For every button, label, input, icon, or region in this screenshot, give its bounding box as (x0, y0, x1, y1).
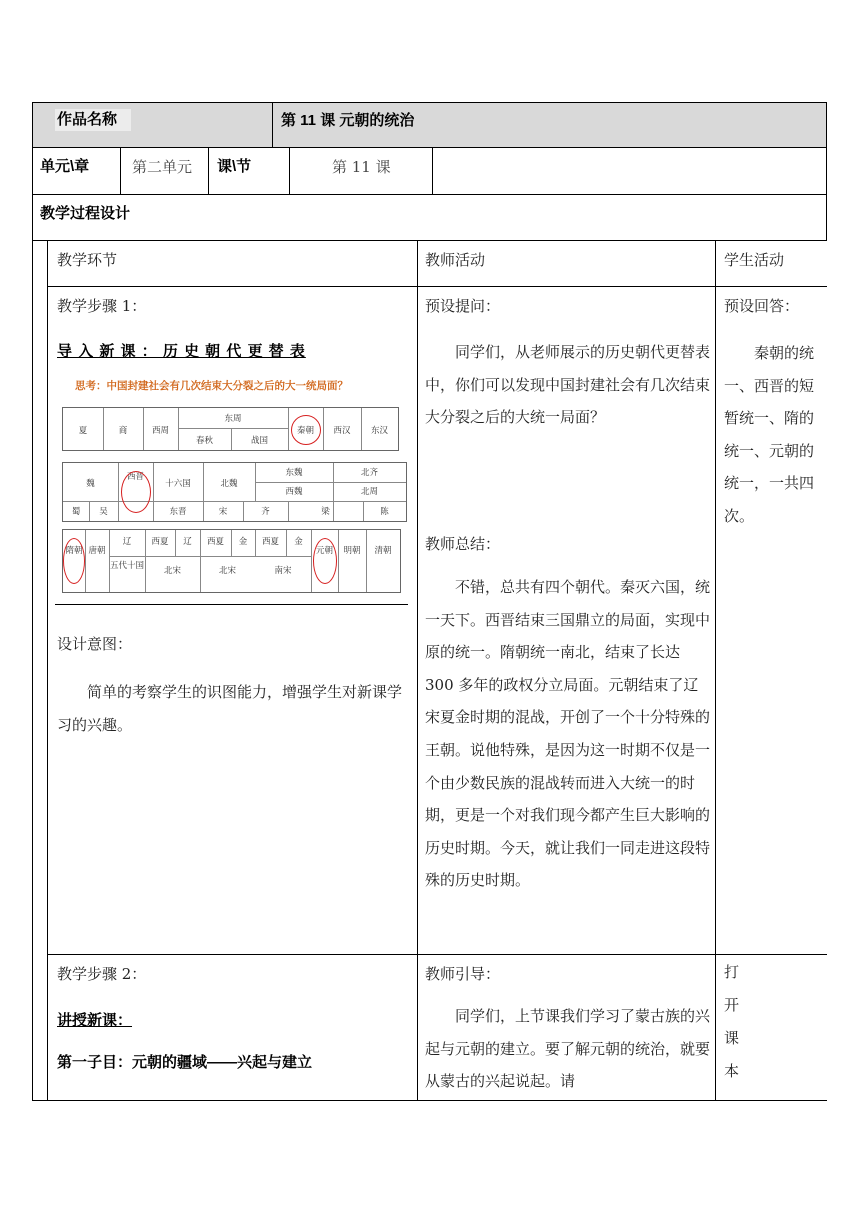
student-line: 暂统一、隋的 (724, 409, 815, 428)
timeline-row-1 (62, 407, 399, 451)
dynasty-liao-1: 辽 (122, 537, 132, 547)
highlight-circle-sui (63, 538, 85, 584)
dynasty-song: 宋 (218, 507, 228, 517)
intro-heading: 导 入 新 课 ： 历 史 朝 代 更 替 表 (57, 343, 306, 360)
dynasty-xizhou: 西周 (151, 426, 169, 436)
dynasty-dongwei: 东魏 (285, 468, 303, 478)
title-value: 第 11 课 元朝的统治 (281, 112, 415, 129)
teacher-guide-label: 教师引导： (425, 965, 501, 983)
student-char: 本 (724, 1062, 740, 1080)
dynasty-xihan: 西汉 (333, 426, 351, 436)
column-teacher: 教师活动 (425, 251, 486, 269)
highlight-circle-qin (291, 415, 321, 445)
step1-title: 教学步骤 1： (57, 297, 147, 315)
dynasty-wei: 魏 (86, 479, 95, 489)
dynasty-chunqiu: 春秋 (195, 436, 213, 446)
dynasty-jin-2: 金 (294, 537, 303, 547)
table-border-bottom (32, 1100, 827, 1101)
table-border (272, 102, 273, 148)
student-answer-text (724, 337, 814, 533)
dynasty-beisong-1: 北宋 (163, 566, 181, 576)
teacher-question-label: 预设提问： (425, 297, 501, 315)
image-question: 思考：中国封建社会有几次结束大分裂之后的大一统局面？ (75, 380, 348, 392)
teacher-summary-label: 教师总结： (425, 535, 501, 553)
dynasty-shiliu: 十六国 (165, 479, 191, 489)
dynasty-qi: 齐 (261, 507, 270, 517)
dynasty-liang: 梁 (321, 507, 330, 517)
inner-table-left (47, 240, 48, 1100)
inner-table-divider (417, 240, 418, 1100)
teacher-question-text: 同学们，从老师展示的历史朝代更替表中，你们可以发现中国封建社会有几次结束大分裂之后的大统一局面？ (425, 343, 711, 427)
design-text: 简单的考察学生的识图能力，增强学生对新课学习的兴趣。 (57, 683, 403, 734)
title-label: 作品名称 (57, 111, 118, 128)
student-line: 统一，一共四 (724, 474, 815, 493)
student-answer-label: 预设回答： (724, 297, 800, 315)
lecture-label: 讲授新课： (57, 1012, 133, 1029)
dynasty-dongzhou: 东周 (224, 414, 242, 424)
table-border (432, 147, 433, 194)
subtopic-title: 第一子目：元朝的疆域——兴起与建立 (57, 1054, 313, 1071)
table-border-top (32, 102, 827, 103)
dynasty-liao-2: 辽 (183, 537, 192, 547)
table-border (32, 147, 827, 148)
dynasty-shu: 蜀 (71, 507, 81, 517)
dynasty-qin: 秦朝 (296, 426, 314, 436)
header-row-background (33, 103, 826, 147)
dynasty-xiwei: 西魏 (285, 487, 303, 497)
column-step: 教学环节 (57, 251, 118, 269)
highlight-circle-yuan (313, 538, 337, 584)
dynasty-zhanguo: 战国 (250, 436, 268, 446)
inner-table-border (47, 954, 827, 955)
dynasty-shang: 商 (118, 426, 128, 436)
dynasty-qing: 清朝 (374, 546, 392, 556)
teacher-summary-text: 不错，总共有四个朝代。秦灭六国，统一天下。西晋结束三国鼎立的局面，实现中原的统一。隋朝统一南北，结束了长达 300 多年的政权分立局面。元朝结束了辽宋夏金时期的混战，开创了一个十分特殊的王朝。说他特殊，是因为这一时期不仅是一个由少数民族的混战转而进入大统一的时期，更是一个对我们现今都产生巨大影响的历史时期。今天，就让我们一同走进这段特殊的历史时期。 (425, 578, 711, 890)
dynasty-xixia-1: 西夏 (151, 537, 169, 547)
timeline-row-2 (62, 462, 407, 522)
student-line: 秦朝的统 (754, 344, 815, 362)
student-char: 开 (724, 996, 740, 1014)
dynasty-tang: 唐朝 (88, 546, 106, 556)
dynasty-chen: 陈 (380, 507, 389, 517)
table-border (32, 240, 827, 241)
student-row2 (724, 962, 754, 1094)
table-border (289, 147, 290, 194)
teacher-guide-text: 同学们，上节课我们学习了蒙古族的兴起与元朝的建立。要了解元朝的统治，就要从蒙古的兴起说起。请 (425, 1007, 711, 1091)
dynasty-beisong-2: 北宋 (218, 566, 236, 576)
table-border (32, 194, 827, 195)
timeline-row-3 (62, 529, 401, 593)
dynasty-jin-1: 金 (238, 537, 248, 547)
dynasty-beiwei: 北魏 (220, 479, 238, 489)
dynasty-beizhou: 北周 (360, 487, 378, 497)
student-char: 打 (724, 963, 740, 981)
inner-table-border (47, 286, 827, 287)
table-border-left (32, 102, 33, 1100)
student-column-clip (716, 287, 826, 953)
student-line: 统一、元朝的 (724, 441, 815, 460)
dynasty-xixia-2: 西夏 (206, 537, 224, 547)
highlight-circle-xijin (121, 471, 151, 513)
unit-label: 单元\章 (40, 158, 90, 175)
table-border (120, 147, 121, 194)
table-border-right (826, 102, 827, 240)
student-line: 次。 (724, 506, 755, 525)
dynasty-xixia-3: 西夏 (261, 537, 279, 547)
dynasty-donghan: 东汉 (370, 426, 388, 436)
dynasty-sui: 隋朝 (65, 546, 83, 556)
dynasty-timeline-image (55, 372, 408, 600)
student-char: 课 (724, 1029, 740, 1047)
dynasty-dongjin: 东晋 (169, 507, 187, 517)
dynasty-beiqi: 北齐 (360, 468, 378, 478)
section-label: 课\节 (217, 158, 252, 175)
dynasty-xijin: 西晋 (126, 472, 144, 482)
section-value: 第 11 课 (332, 158, 391, 176)
process-label: 教学过程设计 (40, 205, 131, 222)
unit-value: 第二单元 (132, 158, 193, 176)
dynasty-xia: 夏 (78, 426, 88, 436)
student-line: 一、西晋的短 (724, 376, 815, 395)
image-separator (55, 604, 408, 605)
teacher-guide-clip (418, 996, 715, 1099)
dynasty-yuan: 元朝 (315, 546, 333, 556)
dynasty-wudai: 五代十国 (109, 561, 144, 571)
table-border (208, 147, 209, 194)
dynasty-nansong: 南宋 (274, 566, 292, 576)
dynasty-wu: 吴 (99, 507, 108, 517)
step2-title: 教学步骤 2： (57, 965, 147, 983)
column-student: 学生活动 (724, 251, 785, 269)
dynasty-ming: 明朝 (343, 546, 361, 556)
design-label: 设计意图： (57, 635, 133, 653)
